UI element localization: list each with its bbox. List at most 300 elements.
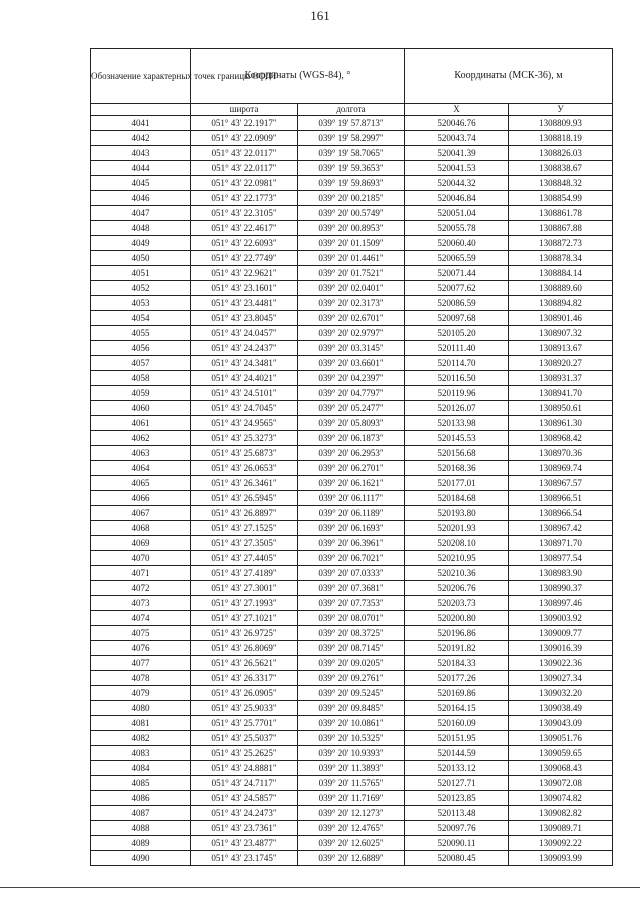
- table-row: [91, 116, 613, 131]
- cell-point-id: 4054: [91, 311, 191, 326]
- cell-y: 1308872.73: [509, 236, 613, 251]
- cell-latitude: 051° 43' 27.4405": [191, 551, 298, 566]
- cell-latitude: 051° 43' 23.7361": [191, 821, 298, 836]
- table-row: [91, 761, 613, 776]
- cell-y: 1308931.37: [509, 371, 613, 386]
- table-row: [91, 341, 613, 356]
- subheader-x: X: [405, 104, 509, 116]
- table-row: [91, 176, 613, 191]
- table-row: [91, 581, 613, 596]
- cell-longitude: 039° 20' 08.3725": [298, 626, 405, 641]
- cell-latitude: 051° 43' 26.3317": [191, 671, 298, 686]
- cell-x: 520203.73: [405, 596, 509, 611]
- cell-y: 1309027.34: [509, 671, 613, 686]
- cell-y: 1309038.49: [509, 701, 613, 716]
- cell-latitude: 051° 43' 22.1917": [191, 116, 298, 131]
- cell-point-id: 4058: [91, 371, 191, 386]
- cell-longitude: 039° 20' 00.5749": [298, 206, 405, 221]
- cell-point-id: 4059: [91, 386, 191, 401]
- cell-longitude: 039° 20' 09.2761": [298, 671, 405, 686]
- cell-latitude: 051° 43' 22.0117": [191, 146, 298, 161]
- cell-y: 1309032.20: [509, 686, 613, 701]
- table-row: [91, 536, 613, 551]
- table-row: [91, 836, 613, 851]
- cell-x: 520041.39: [405, 146, 509, 161]
- table-row: [91, 371, 613, 386]
- cell-y: 1308913.67: [509, 341, 613, 356]
- cell-point-id: 4045: [91, 176, 191, 191]
- cell-y: 1308967.42: [509, 521, 613, 536]
- cell-x: 520177.01: [405, 476, 509, 491]
- cell-latitude: 051° 43' 27.1525": [191, 521, 298, 536]
- footer-divider: [0, 887, 640, 888]
- cell-longitude: 039° 19' 58.2997": [298, 131, 405, 146]
- cell-x: 520044.32: [405, 176, 509, 191]
- table-row: [91, 386, 613, 401]
- cell-point-id: 4050: [91, 251, 191, 266]
- cell-point-id: 4052: [91, 281, 191, 296]
- cell-point-id: 4065: [91, 476, 191, 491]
- cell-x: 520071.44: [405, 266, 509, 281]
- cell-point-id: 4063: [91, 446, 191, 461]
- cell-longitude: 039° 20' 11.7169": [298, 791, 405, 806]
- table-row: [91, 266, 613, 281]
- cell-longitude: 039° 20' 06.1873": [298, 431, 405, 446]
- table-row: [91, 476, 613, 491]
- cell-point-id: 4069: [91, 536, 191, 551]
- cell-longitude: 039° 20' 09.8485": [298, 701, 405, 716]
- cell-longitude: 039° 20' 05.8093": [298, 416, 405, 431]
- cell-point-id: 4071: [91, 566, 191, 581]
- cell-longitude: 039° 20' 06.2701": [298, 461, 405, 476]
- table-row: [91, 161, 613, 176]
- cell-longitude: 039° 20' 09.5245": [298, 686, 405, 701]
- table-row: [91, 491, 613, 506]
- cell-x: 520196.86: [405, 626, 509, 641]
- table-row: [91, 251, 613, 266]
- cell-y: 1308970.36: [509, 446, 613, 461]
- table-row: [91, 791, 613, 806]
- cell-longitude: 039° 20' 03.3145": [298, 341, 405, 356]
- table-row: [91, 626, 613, 641]
- cell-point-id: 4089: [91, 836, 191, 851]
- subheader-y: У: [509, 104, 613, 116]
- table-row: [91, 296, 613, 311]
- cell-latitude: 051° 43' 26.8069": [191, 641, 298, 656]
- cell-x: 520046.76: [405, 116, 509, 131]
- cell-y: 1308983.90: [509, 566, 613, 581]
- cell-y: 1308809.93: [509, 116, 613, 131]
- cell-point-id: 4085: [91, 776, 191, 791]
- cell-x: 520156.68: [405, 446, 509, 461]
- cell-longitude: 039° 20' 00.2185": [298, 191, 405, 206]
- cell-longitude: 039° 20' 12.6889": [298, 851, 405, 866]
- cell-longitude: 039° 20' 01.7521": [298, 266, 405, 281]
- page-number: 161: [310, 8, 330, 23]
- cell-longitude: 039° 19' 59.8693": [298, 176, 405, 191]
- cell-y: 1308966.51: [509, 491, 613, 506]
- cell-y: 1309093.99: [509, 851, 613, 866]
- cell-x: 520113.48: [405, 806, 509, 821]
- cell-x: 520111.40: [405, 341, 509, 356]
- cell-y: 1308941.70: [509, 386, 613, 401]
- table-row: [91, 776, 613, 791]
- cell-x: 520055.78: [405, 221, 509, 236]
- cell-latitude: 051° 43' 22.0909": [191, 131, 298, 146]
- cell-x: 520133.12: [405, 761, 509, 776]
- cell-x: 520164.15: [405, 701, 509, 716]
- header-point-id: Обозначение характерных точек границы ООПТ: [91, 49, 191, 104]
- cell-x: 520119.96: [405, 386, 509, 401]
- table-row: [91, 356, 613, 371]
- subheader-latitude: широта: [191, 104, 298, 116]
- cell-longitude: 039° 20' 07.0333": [298, 566, 405, 581]
- cell-longitude: 039° 20' 06.7021": [298, 551, 405, 566]
- table-row: [91, 191, 613, 206]
- cell-point-id: 4062: [91, 431, 191, 446]
- cell-longitude: 039° 20' 07.3681": [298, 581, 405, 596]
- header-wgs84: Координаты (WGS-84), °: [191, 49, 405, 104]
- cell-point-id: 4076: [91, 641, 191, 656]
- cell-longitude: 039° 20' 09.0205": [298, 656, 405, 671]
- cell-latitude: 051° 43' 22.7749": [191, 251, 298, 266]
- cell-y: 1308997.46: [509, 596, 613, 611]
- cell-latitude: 051° 43' 27.4189": [191, 566, 298, 581]
- cell-latitude: 051° 43' 22.3105": [191, 206, 298, 221]
- cell-longitude: 039° 20' 02.0401": [298, 281, 405, 296]
- table-row: [91, 431, 613, 446]
- cell-y: 1308966.54: [509, 506, 613, 521]
- cell-y: 1308971.70: [509, 536, 613, 551]
- cell-point-id: 4053: [91, 296, 191, 311]
- cell-y: 1308950.61: [509, 401, 613, 416]
- table-row: [91, 611, 613, 626]
- cell-longitude: 039° 19' 59.3653": [298, 161, 405, 176]
- cell-latitude: 051° 43' 22.9621": [191, 266, 298, 281]
- cell-latitude: 051° 43' 27.3001": [191, 581, 298, 596]
- cell-point-id: 4060: [91, 401, 191, 416]
- cell-latitude: 051° 43' 22.1773": [191, 191, 298, 206]
- cell-x: 520114.70: [405, 356, 509, 371]
- table-row: [91, 731, 613, 746]
- cell-y: 1308977.54: [509, 551, 613, 566]
- cell-y: 1309068.43: [509, 761, 613, 776]
- coordinates-table: [90, 48, 613, 866]
- cell-point-id: 4090: [91, 851, 191, 866]
- cell-latitude: 051° 43' 24.8881": [191, 761, 298, 776]
- cell-point-id: 4042: [91, 131, 191, 146]
- cell-point-id: 4055: [91, 326, 191, 341]
- cell-point-id: 4078: [91, 671, 191, 686]
- table-row: [91, 401, 613, 416]
- cell-x: 520144.59: [405, 746, 509, 761]
- cell-point-id: 4075: [91, 626, 191, 641]
- cell-longitude: 039° 20' 12.6025": [298, 836, 405, 851]
- table-row: [91, 716, 613, 731]
- cell-x: 520177.26: [405, 671, 509, 686]
- cell-x: 520208.10: [405, 536, 509, 551]
- cell-longitude: 039° 20' 06.1189": [298, 506, 405, 521]
- table-row: [91, 146, 613, 161]
- cell-y: 1309009.77: [509, 626, 613, 641]
- cell-x: 520077.62: [405, 281, 509, 296]
- table-row: [91, 701, 613, 716]
- cell-x: 520145.53: [405, 431, 509, 446]
- cell-latitude: 051° 43' 24.3481": [191, 356, 298, 371]
- cell-latitude: 051° 43' 24.2437": [191, 341, 298, 356]
- table-row: [91, 746, 613, 761]
- cell-latitude: 051° 43' 26.0653": [191, 461, 298, 476]
- cell-point-id: 4064: [91, 461, 191, 476]
- cell-longitude: 039° 19' 58.7065": [298, 146, 405, 161]
- cell-longitude: 039° 20' 02.6701": [298, 311, 405, 326]
- cell-y: 1308894.82: [509, 296, 613, 311]
- cell-point-id: 4082: [91, 731, 191, 746]
- cell-latitude: 051° 43' 24.4021": [191, 371, 298, 386]
- cell-longitude: 039° 20' 05.2477": [298, 401, 405, 416]
- cell-x: 520060.40: [405, 236, 509, 251]
- table-row: [91, 686, 613, 701]
- cell-x: 520043.74: [405, 131, 509, 146]
- cell-y: 1309072.08: [509, 776, 613, 791]
- cell-x: 520051.04: [405, 206, 509, 221]
- cell-point-id: 4083: [91, 746, 191, 761]
- cell-point-id: 4068: [91, 521, 191, 536]
- cell-point-id: 4087: [91, 806, 191, 821]
- cell-point-id: 4048: [91, 221, 191, 236]
- cell-x: 520151.95: [405, 731, 509, 746]
- cell-point-id: 4080: [91, 701, 191, 716]
- cell-longitude: 039° 20' 11.5765": [298, 776, 405, 791]
- cell-y: 1308990.37: [509, 581, 613, 596]
- cell-latitude: 051° 43' 24.5101": [191, 386, 298, 401]
- table-body: [91, 116, 613, 866]
- cell-y: 1308826.03: [509, 146, 613, 161]
- cell-x: 520184.68: [405, 491, 509, 506]
- cell-x: 520200.80: [405, 611, 509, 626]
- cell-longitude: 039° 20' 02.9797": [298, 326, 405, 341]
- cell-point-id: 4057: [91, 356, 191, 371]
- cell-point-id: 4066: [91, 491, 191, 506]
- cell-point-id: 4081: [91, 716, 191, 731]
- table-row: [91, 821, 613, 836]
- cell-latitude: 051° 43' 22.0981": [191, 176, 298, 191]
- cell-longitude: 039° 20' 12.4765": [298, 821, 405, 836]
- cell-longitude: 039° 20' 04.2397": [298, 371, 405, 386]
- cell-point-id: 4046: [91, 191, 191, 206]
- cell-y: 1308838.67: [509, 161, 613, 176]
- table-row: [91, 131, 613, 146]
- cell-x: 520160.09: [405, 716, 509, 731]
- cell-x: 520210.95: [405, 551, 509, 566]
- cell-y: 1309082.82: [509, 806, 613, 821]
- cell-longitude: 039° 20' 06.3961": [298, 536, 405, 551]
- cell-latitude: 051° 43' 25.5037": [191, 731, 298, 746]
- cell-y: 1308969.74: [509, 461, 613, 476]
- cell-y: 1309022.36: [509, 656, 613, 671]
- cell-x: 520168.36: [405, 461, 509, 476]
- cell-x: 520090.11: [405, 836, 509, 851]
- cell-longitude: 039° 20' 07.7353": [298, 596, 405, 611]
- cell-latitude: 051° 43' 22.0117": [191, 161, 298, 176]
- cell-latitude: 051° 43' 25.2625": [191, 746, 298, 761]
- cell-x: 520097.68: [405, 311, 509, 326]
- cell-x: 520080.45: [405, 851, 509, 866]
- cell-latitude: 051° 43' 27.1021": [191, 611, 298, 626]
- cell-latitude: 051° 43' 25.6873": [191, 446, 298, 461]
- cell-y: 1308889.60: [509, 281, 613, 296]
- cell-latitude: 051° 43' 26.9725": [191, 626, 298, 641]
- cell-longitude: 039° 20' 08.0701": [298, 611, 405, 626]
- cell-y: 1308861.78: [509, 206, 613, 221]
- cell-longitude: 039° 20' 06.1693": [298, 521, 405, 536]
- cell-latitude: 051° 43' 27.3505": [191, 536, 298, 551]
- cell-longitude: 039° 20' 06.1117": [298, 491, 405, 506]
- cell-x: 520127.71: [405, 776, 509, 791]
- cell-point-id: 4088: [91, 821, 191, 836]
- cell-point-id: 4041: [91, 116, 191, 131]
- cell-x: 520191.82: [405, 641, 509, 656]
- cell-x: 520123.85: [405, 791, 509, 806]
- cell-x: 520201.93: [405, 521, 509, 536]
- cell-point-id: 4047: [91, 206, 191, 221]
- cell-latitude: 051° 43' 25.7701": [191, 716, 298, 731]
- cell-longitude: 039° 20' 00.8953": [298, 221, 405, 236]
- cell-point-id: 4072: [91, 581, 191, 596]
- cell-y: 1308818.19: [509, 131, 613, 146]
- table-row: [91, 521, 613, 536]
- cell-latitude: 051° 43' 24.9565": [191, 416, 298, 431]
- cell-point-id: 4061: [91, 416, 191, 431]
- table-row: [91, 461, 613, 476]
- cell-longitude: 039° 20' 11.3893": [298, 761, 405, 776]
- cell-x: 520086.59: [405, 296, 509, 311]
- cell-latitude: 051° 43' 23.1601": [191, 281, 298, 296]
- table-row: [91, 566, 613, 581]
- table-row: [91, 851, 613, 866]
- cell-x: 520105.20: [405, 326, 509, 341]
- cell-point-id: 4073: [91, 596, 191, 611]
- cell-longitude: 039° 20' 10.9393": [298, 746, 405, 761]
- cell-x: 520041.53: [405, 161, 509, 176]
- cell-latitude: 051° 43' 27.1993": [191, 596, 298, 611]
- cell-point-id: 4044: [91, 161, 191, 176]
- cell-y: 1308967.57: [509, 476, 613, 491]
- cell-point-id: 4043: [91, 146, 191, 161]
- table-row: [91, 311, 613, 326]
- table-row: [91, 671, 613, 686]
- table-row: [91, 596, 613, 611]
- cell-latitude: 051° 43' 25.9033": [191, 701, 298, 716]
- cell-longitude: 039° 20' 10.5325": [298, 731, 405, 746]
- cell-longitude: 039° 19' 57.8713": [298, 116, 405, 131]
- cell-latitude: 051° 43' 23.4481": [191, 296, 298, 311]
- cell-longitude: 039° 20' 12.1273": [298, 806, 405, 821]
- cell-y: 1308854.99: [509, 191, 613, 206]
- cell-point-id: 4074: [91, 611, 191, 626]
- cell-point-id: 4051: [91, 266, 191, 281]
- cell-y: 1309074.82: [509, 791, 613, 806]
- table-row: [91, 806, 613, 821]
- cell-y: 1308867.88: [509, 221, 613, 236]
- cell-x: 520097.76: [405, 821, 509, 836]
- cell-latitude: 051° 43' 26.5945": [191, 491, 298, 506]
- cell-latitude: 051° 43' 25.3273": [191, 431, 298, 446]
- cell-x: 520133.98: [405, 416, 509, 431]
- cell-latitude: 051° 43' 24.0457": [191, 326, 298, 341]
- cell-y: 1309059.65: [509, 746, 613, 761]
- cell-latitude: 051° 43' 26.3461": [191, 476, 298, 491]
- cell-y: 1309003.92: [509, 611, 613, 626]
- cell-point-id: 4086: [91, 791, 191, 806]
- table-row: [91, 641, 613, 656]
- cell-longitude: 039° 20' 04.7797": [298, 386, 405, 401]
- cell-latitude: 051° 43' 24.7117": [191, 776, 298, 791]
- table-row: [91, 506, 613, 521]
- cell-y: 1308920.27: [509, 356, 613, 371]
- cell-point-id: 4056: [91, 341, 191, 356]
- table-row: [91, 326, 613, 341]
- cell-y: 1308907.32: [509, 326, 613, 341]
- cell-y: 1309092.22: [509, 836, 613, 851]
- cell-y: 1309051.76: [509, 731, 613, 746]
- table-row: [91, 416, 613, 431]
- cell-x: 520046.84: [405, 191, 509, 206]
- cell-longitude: 039° 20' 10.0861": [298, 716, 405, 731]
- cell-y: 1309016.39: [509, 641, 613, 656]
- cell-longitude: 039° 20' 02.3173": [298, 296, 405, 311]
- table-row: [91, 656, 613, 671]
- cell-latitude: 051° 43' 24.5857": [191, 791, 298, 806]
- cell-y: 1308961.30: [509, 416, 613, 431]
- cell-latitude: 051° 43' 22.6093": [191, 236, 298, 251]
- cell-point-id: 4049: [91, 236, 191, 251]
- table-subheader-row: [91, 104, 613, 116]
- cell-y: 1308968.42: [509, 431, 613, 446]
- cell-latitude: 051° 43' 23.4877": [191, 836, 298, 851]
- cell-longitude: 039° 20' 08.7145": [298, 641, 405, 656]
- cell-latitude: 051° 43' 24.2473": [191, 806, 298, 821]
- cell-longitude: 039° 20' 06.2953": [298, 446, 405, 461]
- cell-longitude: 039° 20' 01.1509": [298, 236, 405, 251]
- cell-x: 520065.59: [405, 251, 509, 266]
- cell-latitude: 051° 43' 26.0905": [191, 686, 298, 701]
- cell-latitude: 051° 43' 24.7045": [191, 401, 298, 416]
- subheader-longitude: долгота: [298, 104, 405, 116]
- cell-x: 520169.86: [405, 686, 509, 701]
- cell-x: 520116.50: [405, 371, 509, 386]
- cell-x: 520126.07: [405, 401, 509, 416]
- cell-latitude: 051° 43' 23.8045": [191, 311, 298, 326]
- cell-longitude: 039° 20' 06.1621": [298, 476, 405, 491]
- cell-y: 1308848.32: [509, 176, 613, 191]
- table-row: [91, 206, 613, 221]
- cell-point-id: 4079: [91, 686, 191, 701]
- cell-x: 520193.80: [405, 506, 509, 521]
- cell-y: 1308884.14: [509, 266, 613, 281]
- cell-longitude: 039° 20' 01.4461": [298, 251, 405, 266]
- cell-latitude: 051° 43' 26.8897": [191, 506, 298, 521]
- cell-x: 520184.33: [405, 656, 509, 671]
- table-row: [91, 551, 613, 566]
- cell-point-id: 4067: [91, 506, 191, 521]
- cell-point-id: 4070: [91, 551, 191, 566]
- cell-latitude: 051° 43' 26.5621": [191, 656, 298, 671]
- cell-point-id: 4084: [91, 761, 191, 776]
- subheader-blank: [91, 104, 191, 116]
- cell-x: 520210.36: [405, 566, 509, 581]
- cell-y: 1309089.71: [509, 821, 613, 836]
